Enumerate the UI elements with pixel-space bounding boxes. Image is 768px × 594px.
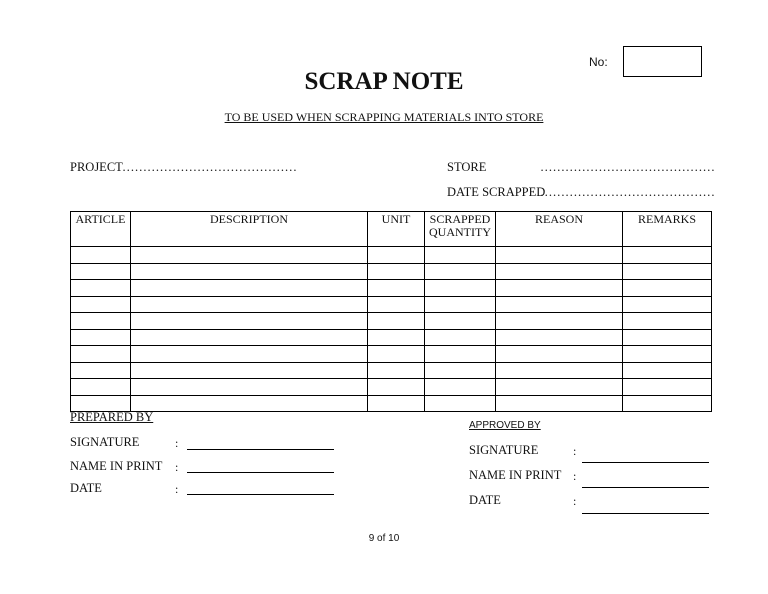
table-cell[interactable] [425,346,496,363]
prepared-date-label: DATE [70,481,102,495]
table-cell[interactable] [71,280,131,297]
table-cell[interactable] [71,379,131,396]
table-cell[interactable] [131,362,368,379]
column-header-unit: UNIT [368,212,425,247]
table-cell[interactable] [496,395,623,412]
prepared-by-heading: PREPARED BY [70,410,154,424]
prepared-signature-colon: : [175,436,179,450]
table-cell[interactable] [71,362,131,379]
approved-name-colon: : [573,469,577,483]
table-row [71,296,712,313]
prepared-name-line[interactable] [187,472,334,473]
table-cell[interactable] [496,296,623,313]
table-cell[interactable] [425,247,496,264]
table-cell[interactable] [368,313,425,330]
table-cell[interactable] [425,379,496,396]
table-cell[interactable] [623,263,712,280]
column-header-article: ARTICLE [71,212,131,247]
table-cell[interactable] [623,395,712,412]
store-field[interactable]: …………………………………… [540,160,715,174]
table-cell[interactable] [496,379,623,396]
table-cell[interactable] [368,346,425,363]
table-row [71,379,712,396]
table-row [71,263,712,280]
approved-signature-colon: : [573,444,577,458]
table-body [71,247,712,412]
page-subtitle: TO BE USED WHEN SCRAPPING MATERIALS INTO STORE [224,110,544,124]
table-cell[interactable] [131,296,368,313]
table-cell[interactable] [71,247,131,264]
table-cell[interactable] [425,263,496,280]
approved-date-line[interactable] [582,513,709,514]
table-cell[interactable] [425,280,496,297]
table-cell[interactable] [496,263,623,280]
table-row [71,329,712,346]
column-header-description: DESCRIPTION [131,212,368,247]
column-header-scrapped-quantity: SCRAPPED QUANTITY [425,212,496,247]
table-row [71,313,712,330]
table-cell[interactable] [623,280,712,297]
table-row [71,395,712,412]
table-cell[interactable] [131,329,368,346]
page-number: 9 of 10 [368,533,400,544]
store-label: STORE [447,160,487,174]
table-cell[interactable] [425,296,496,313]
column-header-remarks: REMARKS [623,212,712,247]
approved-signature-label: SIGNATURE [469,443,539,457]
table-cell[interactable] [131,313,368,330]
table-header-row [71,212,712,247]
approved-date-colon: : [573,494,577,508]
table-cell[interactable] [496,247,623,264]
prepared-date-colon: : [175,482,179,496]
project-label: PROJECT [70,160,123,174]
date-scrapped-field[interactable]: …………………………………… [540,185,715,199]
table-cell[interactable] [131,395,368,412]
approved-date-label: DATE [469,493,501,507]
prepared-name-label: NAME IN PRINT [70,459,163,473]
table-cell[interactable] [71,263,131,280]
table-cell[interactable] [131,379,368,396]
table-cell[interactable] [368,379,425,396]
table-cell[interactable] [131,263,368,280]
table-cell[interactable] [71,296,131,313]
table-cell[interactable] [71,346,131,363]
table-cell[interactable] [496,313,623,330]
table-cell[interactable] [623,346,712,363]
approved-by-heading: APPROVED BY [469,420,541,431]
prepared-date-line[interactable] [187,494,334,495]
table-cell[interactable] [131,247,368,264]
table-row [71,247,712,264]
approved-name-line[interactable] [582,487,709,488]
table-cell[interactable] [425,395,496,412]
scrap-table [70,211,712,412]
table-cell[interactable] [368,280,425,297]
table-row [71,362,712,379]
table-cell[interactable] [623,379,712,396]
date-scrapped-label: DATE SCRAPPED [447,185,546,199]
table-cell[interactable] [623,313,712,330]
table-row [71,280,712,297]
table-cell[interactable] [425,313,496,330]
project-field[interactable]: …………………………………… [122,160,297,174]
table-cell[interactable] [131,280,368,297]
table-cell[interactable] [425,329,496,346]
prepared-signature-label: SIGNATURE [70,435,140,449]
table-cell[interactable] [368,329,425,346]
table-cell[interactable] [496,329,623,346]
table-cell[interactable] [368,263,425,280]
table-cell[interactable] [71,329,131,346]
number-label: No: [589,55,608,69]
table-cell[interactable] [623,329,712,346]
table-cell[interactable] [623,296,712,313]
table-row [71,346,712,363]
table-cell[interactable] [496,362,623,379]
page-title: SCRAP NOTE [304,68,464,95]
table-cell[interactable] [71,313,131,330]
table-cell[interactable] [623,247,712,264]
table-cell[interactable] [425,362,496,379]
table-cell[interactable] [368,296,425,313]
table-cell[interactable] [368,395,425,412]
table-cell[interactable] [496,280,623,297]
prepared-signature-line[interactable] [187,449,334,450]
table-cell[interactable] [623,362,712,379]
table-cell[interactable] [496,346,623,363]
approved-name-label: NAME IN PRINT [469,468,562,482]
approved-signature-line[interactable] [582,462,709,463]
table-cell[interactable] [368,362,425,379]
prepared-name-colon: : [175,460,179,474]
table-cell[interactable] [131,346,368,363]
column-header-reason: REASON [496,212,623,247]
table-cell[interactable] [368,247,425,264]
